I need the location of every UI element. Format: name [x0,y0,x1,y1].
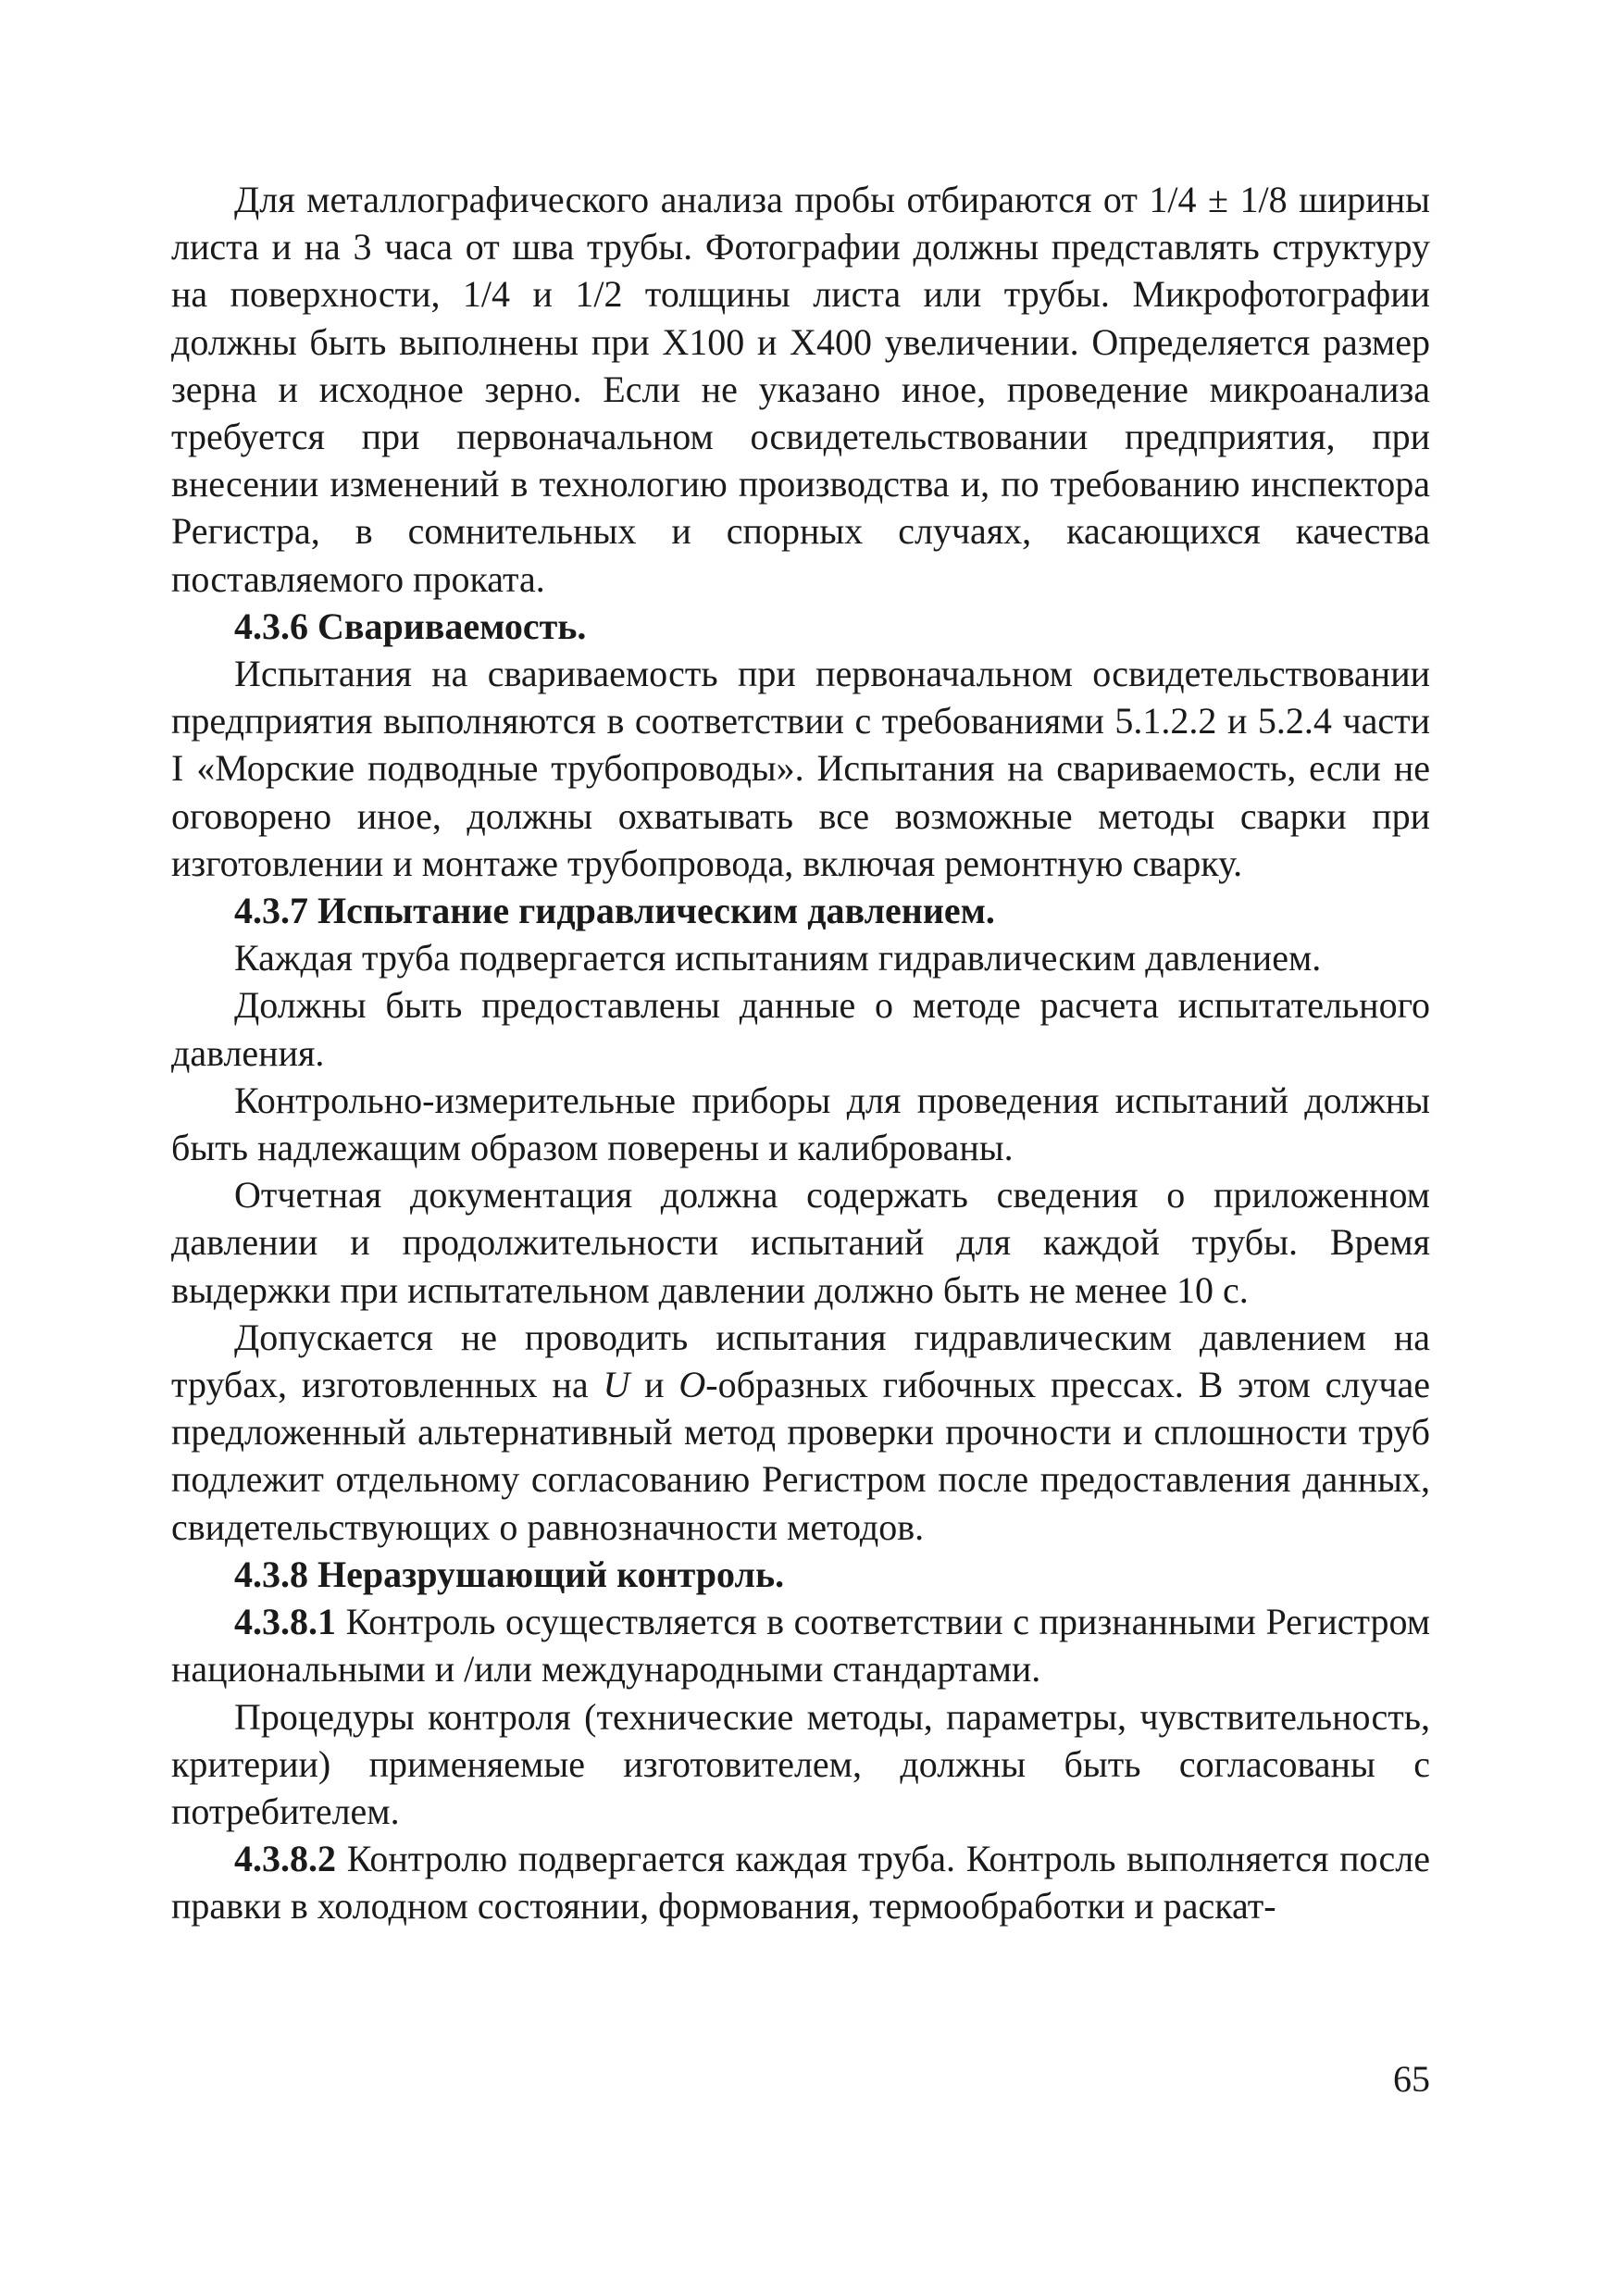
exemption-text-end: -образных гибочных прессах. В этом случае предложенный альтернативный метод проверки прочности и сплошности труб подлежит отдельному согласованию Регистром после предоставления данных, свидетельствующих о равнозначности методов. [171,1364,1431,1548]
paragraph-hydro-calculation: Должны быть предоставлены данные о методе расчета испытательного давления. [171,984,1430,1074]
paragraph-4-3-8-2-text: Контролю подвергается каждая труба. Контроль выполняется после правки в холодном состоянии, формования, термообработки и раскат- [171,1838,1430,1928]
paragraph-4-3-8-2 [171,1835,1430,1929]
heading-4-3-6: 4.3.6 Свариваемость. [234,605,587,647]
heading-4-3-8: 4.3.8 Неразрушающий контроль. [234,1553,785,1595]
paragraph-weldability: Испытания на свариваемость при первоначальном освидетельствовании предприятия выполняются в соответствии с требованиями 5.1.2.2 и 5.2.4 части I «Морские подводные трубопроводы». Испытания на свариваемость, если не оговорено иное, должны охватывать все возможные методы сварки при изготовлении и монтаже трубопровода, включая ремонтную сварку. [171,653,1430,884]
paragraph-hydro-instruments: Контрольно-измерительные приборы для проведения испытаний должны быть надлежащим образом поверены и калиброваны. [171,1079,1430,1169]
letter-o: O [678,1364,706,1406]
page-number: 65 [1393,2058,1430,2100]
body-text [171,176,1430,1930]
paragraph-metallography: Для металлографического анализа пробы отбираются от 1/4 ± 1/8 ширины листа и на 3 часа от шва трубы. Фотографии должны представлять структуру на поверхности, 1/4 и 1/2 толщины листа или трубы. Микрофотографии должны быть выполнены при Х100 и Х400 увеличении. Определяется размер зерна и исходное зерно. Если не указано иное, проведение микроанализа требуется при первоначальном освидетельствовании предприятия, при внесении изменений в технологию производства и, по требованию инспектора Регистра, в сомнительных и спорных случаях, касающихся качества поставляемого проката. [171,179,1430,600]
paragraph-procedures: Процедуры контроля (технические методы, параметры, чувствительность, критерии) применяемые изготовителем, должны быть согласованы с потребителем. [171,1695,1430,1832]
paragraph-hydro-exemption [171,1314,1430,1551]
paragraph-hydro-documentation: Отчетная документация должна содержать сведения о приложенном давлении и продолжительности испытаний для каждой трубы. Время выдержки при испытательном давлении должно быть не менее 10 с. [171,1174,1430,1311]
heading-4-3-7: 4.3.7 Испытание гидравлическим давлением. [234,890,995,932]
paragraph-hydro-each-pipe: Каждая труба подвергается испытаниям гидравлическим давлением. [234,937,1322,980]
paragraph-4-3-8-1-text: Контроль осуществляется в соответствии с признанными Регистром национальными и /или международными стандартами. [171,1601,1430,1691]
paragraph-4-3-8-1 [171,1598,1430,1692]
exemption-text-start: Допускается не проводить испытания гидравлическим давлением на трубах, изготовленных на [171,1316,1430,1406]
letter-u: U [603,1364,630,1406]
section-number-4-3-8-2: 4.3.8.2 [234,1838,336,1880]
exemption-conjunction: и [629,1364,679,1406]
section-number-4-3-8-1: 4.3.8.1 [234,1601,336,1643]
